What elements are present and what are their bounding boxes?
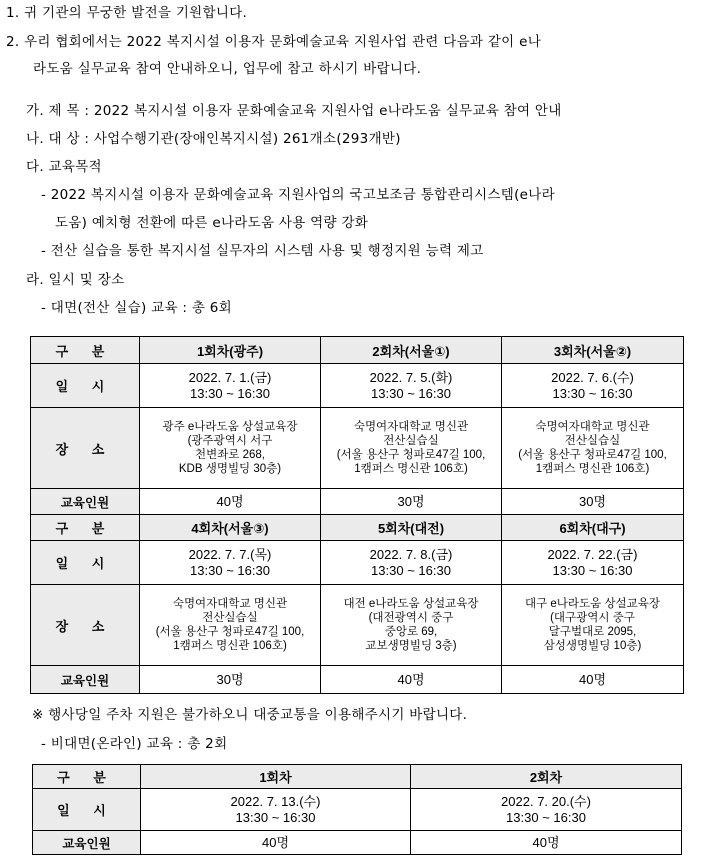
session-header: 1회차(광주): [140, 337, 321, 364]
table-row: [31, 666, 684, 694]
session-place: [502, 408, 684, 489]
session-datetime: [411, 789, 682, 831]
datetime-label: 일 시: [31, 364, 140, 408]
session-people: 40명: [140, 489, 321, 515]
people-label: 교육인원: [33, 831, 141, 855]
session-place: [321, 408, 502, 489]
category-label: 구 분: [31, 337, 140, 364]
place-line: 전산실습실: [383, 435, 439, 447]
offline-heading: - 대면(전산 실습) 교육 : 총 6회: [41, 300, 232, 316]
session-time: 13:30 ~ 16:30: [235, 809, 316, 825]
session-datetime: [502, 364, 684, 408]
place-line: (광주광역시 서구: [187, 435, 273, 447]
place-label: 장 소: [31, 585, 140, 666]
session-datetime: [321, 364, 502, 408]
place-line: 숙명여자대학교 명신관: [172, 598, 288, 610]
place-line: 삼성생명빌딩 10층): [543, 640, 642, 652]
session-header: 6회차(대구): [502, 515, 684, 541]
session-time: 13:30 ~ 16:30: [552, 385, 633, 401]
place-line: 1캠퍼스 명신관 106호): [354, 463, 468, 475]
session-people: 40명: [411, 831, 682, 855]
session-people: 30명: [140, 666, 321, 694]
place-line: 1캠퍼스 명신관 106호): [535, 463, 650, 475]
session-date: 2022. 7. 5.(화): [369, 369, 453, 385]
session-place: [321, 585, 502, 666]
session-datetime: [502, 541, 684, 585]
people-label: 교육인원: [31, 666, 140, 694]
session-date: 2022. 7. 8.(금): [369, 546, 453, 562]
place-line: 달구벌대로 2095,: [548, 626, 637, 638]
table-row: [33, 831, 682, 855]
category-label: 구 분: [31, 515, 140, 541]
session-header: 5회차(대전): [321, 515, 502, 541]
table-row: [31, 337, 684, 364]
online-schedule-table: [32, 764, 682, 855]
place-line: 광주 e나라도움 상설교육장: [162, 421, 298, 433]
table-row: [31, 408, 684, 489]
session-people: 40명: [502, 666, 684, 694]
table-row: [33, 789, 682, 831]
place-line: 교보생명빌딩 3층): [365, 640, 457, 652]
session-time: 13:30 ~ 16:30: [190, 385, 270, 401]
session-people: 30명: [502, 489, 684, 515]
session-place: [140, 585, 321, 666]
place-line: 1캠퍼스 명신관 106호): [173, 640, 287, 652]
session-datetime: [140, 541, 321, 585]
place-line: 숙명여자대학교 명신관: [535, 421, 650, 433]
item-schedule-heading: 라. 일시 및 장소: [26, 272, 125, 288]
table-row: [33, 765, 682, 789]
intro-line-1: 1. 귀 기관의 무궁한 발전을 기원합니다.: [6, 5, 248, 21]
place-line: 전산실습실: [564, 435, 621, 447]
place-line: 숙명여자대학교 명신관: [353, 421, 469, 433]
session-header: 2회차(서울①): [321, 337, 502, 364]
session-place: [140, 408, 321, 489]
place-line: (서울 용산구 청파로47길 100,: [155, 626, 305, 638]
session-date: 2022. 7. 20.(수): [501, 793, 591, 809]
online-heading: - 비대면(온라인) 교육 : 총 2회: [41, 736, 228, 752]
item-target: 나. 대 상 : 사업수행기관(장애인복지시설) 261개소(293개반): [26, 131, 401, 147]
session-time: 13:30 ~ 16:30: [552, 562, 633, 578]
datetime-label: 일 시: [31, 541, 140, 585]
intro-line-2b: 라도움 실무교육 참여 안내하오니, 업무에 참고 하시기 바랍니다.: [33, 61, 422, 77]
place-line: (대구광역시 중구: [550, 612, 635, 624]
session-datetime: [141, 789, 411, 831]
session-date: 2022. 7. 22.(금): [547, 546, 638, 562]
session-header: 4회차(서울③): [140, 515, 321, 541]
people-label: 교육인원: [31, 489, 140, 515]
place-line: 대구 e나라도움 상설교육장: [525, 598, 660, 610]
item-purpose-heading: 다. 교육목적: [26, 159, 102, 175]
session-time: 13:30 ~ 16:30: [371, 385, 451, 401]
session-datetime: [321, 541, 502, 585]
table-row: [31, 364, 684, 408]
session-datetime: [140, 364, 321, 408]
intro-line-2a: 2. 우리 협회에서는 2022 복지시설 이용자 문화예술교육 지원사업 관련 다음과 같이 e나: [6, 34, 542, 50]
place-line: 천변좌로 268,: [194, 449, 265, 461]
place-line: (서울 용산구 청파로47길 100,: [518, 449, 667, 461]
parking-note: ※ 행사당일 주차 지원은 불가하오니 대중교통을 이용해주시기 바랍니다.: [32, 707, 468, 723]
item-purpose-2: - 전산 실습을 통한 복지시설 실무자의 시스템 사용 및 행정지원 능력 제고: [41, 243, 484, 259]
session-header: 1회차: [141, 765, 411, 789]
table-row: [31, 585, 684, 666]
offline-schedule-table: [30, 336, 684, 694]
place-line: 대전 e나라도움 상설교육장: [343, 598, 479, 610]
session-time: 13:30 ~ 16:30: [506, 809, 586, 825]
session-header: 2회차: [411, 765, 682, 789]
place-line: 전산실습실: [202, 612, 258, 624]
session-date: 2022. 7. 7.(목): [188, 546, 272, 562]
place-line: (서울 용산구 청파로47길 100,: [336, 449, 486, 461]
place-line: KDB 생명빌딩 30층): [178, 463, 282, 475]
category-label: 구 분: [33, 765, 141, 789]
item-purpose-1a: - 2022 복지시설 이용자 문화예술교육 지원사업의 국고보조금 통합관리시스템(e나라: [41, 187, 555, 203]
session-date: 2022. 7. 13.(수): [230, 793, 321, 809]
item-title: 가. 제 목 : 2022 복지시설 이용자 문화예술교육 지원사업 e나라도움 실무교육 참여 안내: [26, 103, 562, 119]
place-line: 중앙로 69,: [384, 626, 438, 638]
session-header: 3회차(서울②): [502, 337, 684, 364]
table-row: [31, 515, 684, 541]
session-date: 2022. 7. 6.(수): [551, 369, 634, 385]
session-people: 40명: [321, 666, 502, 694]
table-row: [31, 489, 684, 515]
session-time: 13:30 ~ 16:30: [371, 562, 451, 578]
session-people: 40명: [141, 831, 411, 855]
place-line: (대전광역시 중구: [368, 612, 454, 624]
session-place: [502, 585, 684, 666]
item-purpose-1b: 도움) 예치형 전환에 따른 e나라도움 사용 역량 강화: [55, 215, 369, 231]
place-label: 장 소: [31, 408, 140, 489]
session-date: 2022. 7. 1.(금): [188, 369, 272, 385]
table-row: [31, 541, 684, 585]
session-people: 30명: [321, 489, 502, 515]
datetime-label: 일 시: [33, 789, 141, 831]
session-time: 13:30 ~ 16:30: [190, 562, 270, 578]
